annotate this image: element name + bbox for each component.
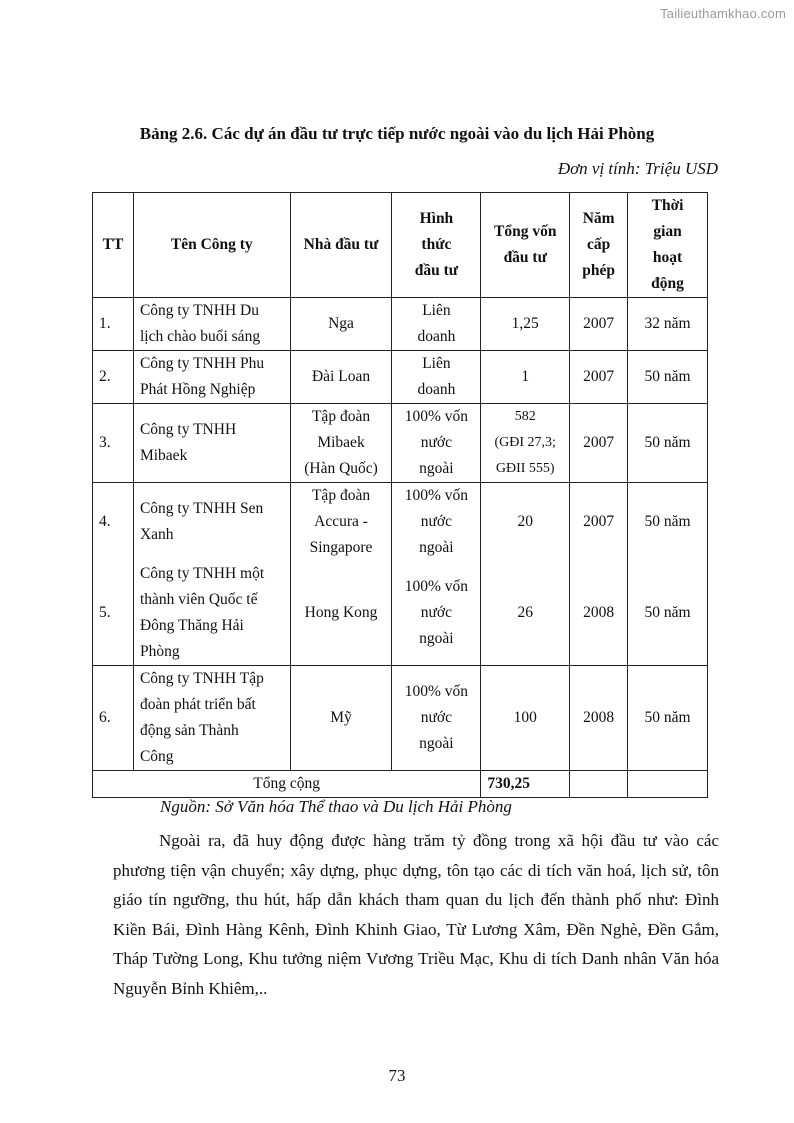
cell-line: Accura - (314, 513, 368, 530)
cell-line: động sản Thành (139, 722, 239, 739)
cell-line: đoàn phát triển bất (139, 696, 256, 713)
cell-line: Tập đoàn (311, 408, 371, 425)
cell-tt: 3. (93, 404, 134, 483)
cell-tt: 4. (93, 483, 134, 562)
header-year (570, 193, 628, 298)
header-tt: TT (93, 193, 134, 298)
cell-investor (290, 351, 392, 404)
cell-investor (290, 561, 392, 666)
header-capital (481, 193, 570, 298)
cell-line: nước (420, 513, 452, 530)
cell-company (133, 483, 290, 562)
cell-duration: 50 năm (628, 351, 708, 404)
cell-year: 2007 (570, 351, 628, 404)
header-line: Năm (582, 210, 615, 227)
header-line: đầu tư (503, 249, 547, 266)
total-value: 730,25 (481, 771, 570, 798)
cell-duration: 32 năm (628, 298, 708, 351)
cell-line: Công ty TNHH một (139, 565, 265, 582)
cell-company (133, 404, 290, 483)
header-line: động (651, 275, 684, 292)
cell-line: ngoài (419, 630, 454, 647)
table-row (93, 404, 708, 483)
header-company: Tên Công ty (133, 193, 290, 298)
cell-line: Công ty TNHH (139, 421, 237, 438)
cell-line: 1 (521, 368, 530, 385)
cell-duration: 50 năm (628, 483, 708, 562)
table-header-row (93, 193, 708, 298)
cell-duration: 50 năm (628, 404, 708, 483)
cell-form (392, 351, 481, 404)
cell-tt: 5. (93, 561, 134, 666)
table-total-row (93, 771, 708, 798)
cell-line: Liên (422, 302, 451, 319)
fdi-projects-table (92, 192, 708, 798)
header-form (392, 193, 481, 298)
cell-investor (290, 404, 392, 483)
table-row (93, 666, 708, 771)
cell-line: lịch chào buổi sáng (139, 328, 261, 345)
cell-form (392, 404, 481, 483)
cell-tt: 1. (93, 298, 134, 351)
header-duration (628, 193, 708, 298)
cell-capital (481, 561, 570, 666)
body-paragraph: Ngoài ra, đã huy động được hàng trăm tỷ đồng trong xã hội đầu tư vào các phương tiện vận chuyển; xây dựng, phục dựng, tôn tạo các di tích văn hoá, lịch sử, tôn giáo tín ngưỡng, thu hút, hấp dẫn khách tham quan du lịch đến thành phố như: Đình Kiền Bái, Đình Hàng Kênh, Đình Khinh Giao, Từ Lương Xâm, Đền Nghè, Đền Gắm, Tháp Tường Long, Khu tưởng niệm Vương Triều Mạc, Khu di tích Danh nhân Văn hóa Nguyễn Bỉnh Khiêm,.. (113, 831, 719, 998)
cell-line: thành viên Quốc tế (139, 591, 258, 608)
cell-line: 100% vốn (404, 683, 469, 700)
cell-line: Nga (328, 315, 354, 332)
cell-line: Công ty TNHH Tập (139, 670, 264, 687)
cell-line: 1,25 (511, 315, 539, 332)
cell-line: Liên (422, 355, 451, 372)
cell-line: (Hàn Quốc) (304, 460, 378, 477)
cell-tt: 6. (93, 666, 134, 771)
cell-capital (481, 404, 570, 483)
cell-year: 2007 (570, 483, 628, 562)
total-empty-cell (570, 771, 628, 798)
cell-company (133, 666, 290, 771)
table-row (93, 561, 708, 666)
cell-line: nước (420, 434, 452, 451)
cell-line: doanh (417, 328, 456, 345)
cell-line: Công ty TNHH Du (139, 302, 259, 319)
total-label: Tổng cộng (93, 771, 481, 798)
source-note: Nguồn: Sở Văn hóa Thể thao và Du lịch Hải Phòng (160, 797, 512, 816)
cell-form (392, 298, 481, 351)
cell-line: Singapore (309, 539, 373, 556)
header-line: cấp (587, 236, 611, 253)
cell-capital (481, 666, 570, 771)
cell-line: Công ty TNHH Phu (139, 355, 265, 372)
cell-duration: 50 năm (628, 666, 708, 771)
table-row (93, 483, 708, 562)
header-line: thức (421, 236, 452, 253)
cell-line: doanh (417, 381, 456, 398)
header-line: Hình (419, 210, 454, 227)
header-line: gian (653, 223, 682, 240)
cell-year: 2007 (570, 298, 628, 351)
cell-investor (290, 298, 392, 351)
cell-line: (GĐI 27,3; (494, 435, 556, 450)
cell-line: ngoài (419, 735, 454, 752)
cell-line: nước (420, 604, 452, 621)
cell-line: Công (139, 748, 174, 765)
total-empty-cell (628, 771, 708, 798)
cell-line: Mibaek (139, 447, 188, 464)
cell-company (133, 351, 290, 404)
cell-line: Tập đoàn (311, 487, 371, 504)
cell-duration: 50 năm (628, 561, 708, 666)
watermark: Tailieuthamkhao.com (660, 6, 786, 21)
cell-line: GĐII 555) (495, 461, 555, 476)
cell-line: nước (420, 709, 452, 726)
cell-line: ngoài (419, 539, 454, 556)
table-row (93, 298, 708, 351)
table-row (93, 351, 708, 404)
cell-capital (481, 483, 570, 562)
header-investor: Nhà đầu tư (290, 193, 392, 298)
cell-company (133, 298, 290, 351)
cell-form (392, 483, 481, 562)
cell-capital (481, 298, 570, 351)
cell-line: Hong Kong (304, 604, 378, 621)
cell-line: Đài Loan (311, 368, 371, 385)
cell-line: Đông Thăng Hải (139, 617, 244, 634)
cell-year: 2008 (570, 666, 628, 771)
cell-line: Phát Hồng Nghiệp (139, 381, 256, 398)
page-number: 73 (388, 1066, 406, 1085)
cell-line: 100% vốn (404, 408, 469, 425)
cell-company (133, 561, 290, 666)
cell-line: 582 (514, 409, 536, 424)
header-line: Tổng vốn (494, 223, 557, 240)
cell-year: 2007 (570, 404, 628, 483)
cell-line: 100 (513, 709, 537, 726)
header-line: phép (582, 262, 616, 279)
header-line: Thời (651, 197, 684, 214)
cell-line: Mỹ (330, 709, 352, 726)
table-caption: Bảng 2.6. Các dự án đầu tư trực tiếp nước ngoài vào du lịch Hải Phòng (139, 124, 655, 143)
cell-line: 20 (517, 513, 533, 530)
header-line: đầu tư (414, 262, 459, 279)
cell-line: Công ty TNHH Sen (139, 500, 264, 517)
cell-line: ngoài (419, 460, 454, 477)
cell-investor (290, 483, 392, 562)
cell-tt: 2. (93, 351, 134, 404)
cell-form (392, 666, 481, 771)
cell-year: 2008 (570, 561, 628, 666)
cell-form (392, 561, 481, 666)
header-line: hoạt (652, 249, 683, 266)
cell-investor (290, 666, 392, 771)
cell-line: 100% vốn (404, 487, 469, 504)
cell-line: Mibaek (317, 434, 365, 451)
unit-note: Đơn vị tính: Triệu USD (557, 159, 718, 178)
cell-line: Xanh (139, 526, 174, 543)
cell-line: 26 (517, 604, 533, 621)
cell-line: Phòng (139, 643, 180, 660)
cell-capital (481, 351, 570, 404)
cell-line: 100% vốn (404, 578, 469, 595)
